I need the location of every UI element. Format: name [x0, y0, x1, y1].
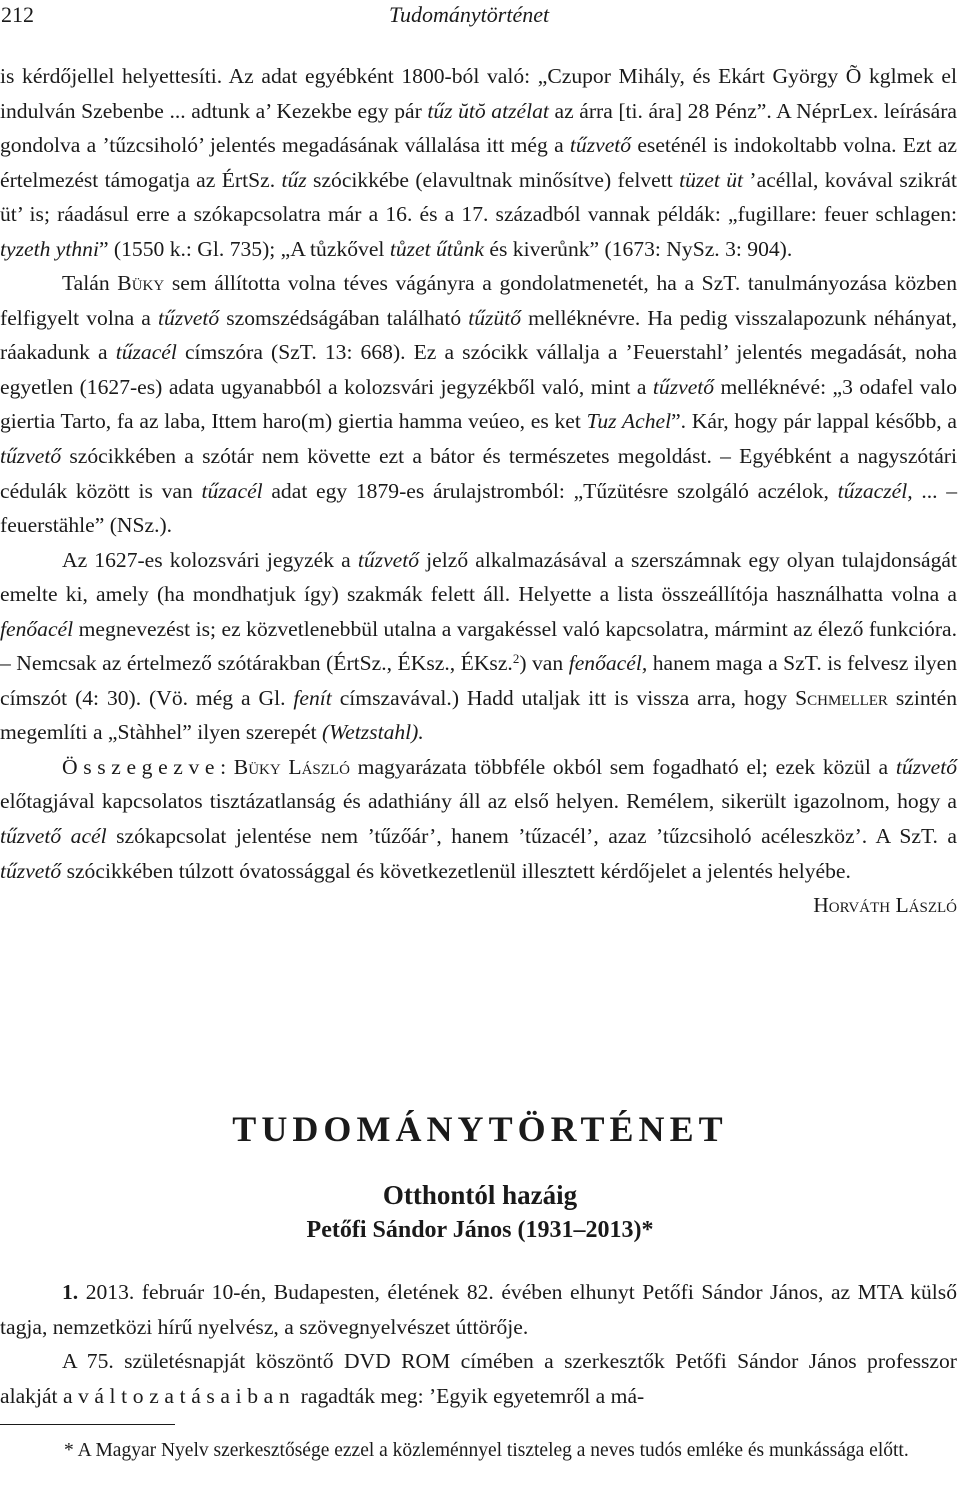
text-run: A 75. születésnapját köszöntő DVD ROM címében a szerkesztők Petőfi Sándor János professzor alakját a	[0, 1349, 957, 1408]
italic-text: tűz	[281, 167, 307, 192]
paragraph	[0, 59, 957, 266]
italic-text: fenít	[293, 685, 332, 710]
text-run: címszavával.) Hadd utaljak itt is vissza arra, hogy	[331, 685, 796, 710]
text-run: sem állította volna téves vágányra a gondolatmenetét, ha a SzT. tanulmányozása közben felfigyelt volna a	[0, 271, 958, 330]
footnote-text: A Magyar Nyelv szerkesztősége ezzel a közleménnyel tiszteleg a neves tudós emléke és munkássága előtt.	[77, 1440, 909, 1461]
italic-text: tűzacél	[201, 478, 263, 503]
footnote	[0, 1437, 957, 1464]
text-run: szócikkében túlzott óvatossággal és következetlenül illesztett kérdőjelet a jelentés helyébe.	[61, 858, 851, 883]
italic-text: fenőacél	[0, 616, 74, 641]
text-run: hanem maga a SzT. is felvesz ilyen címszót (4: 30). (Vö. még a Gl.	[0, 651, 958, 710]
text-run: szócikkébe (elavultnak minősítve) felvett	[306, 167, 680, 192]
text-run: előtagjával kapcsolatos tisztázatlanság és adathiány áll az első helyen. Remélem, sikerült igazolnom, hogy a	[0, 789, 957, 814]
author-signature	[0, 888, 957, 923]
superscript: 2	[512, 651, 520, 667]
italic-text: fenőacél,	[568, 651, 648, 676]
text-run: melléknévé: „3 odafel valo giertia Tarto, fa az laba, Ittem haro(m) giertia hamma veúeo, es ket	[0, 374, 957, 434]
summary-paragraph	[0, 750, 957, 888]
article-body	[0, 1275, 957, 1413]
paragraph	[0, 1344, 957, 1413]
italic-text: tűzvető	[895, 754, 958, 779]
text-run: jelző alkalmazásával a szerszámnak egy olyan tulajdonságát emelte ki, amely (ha mondhatjuk így) szakmák felett áll. Helyette a lista összeállítója használhatta volna a	[0, 547, 957, 607]
text-run: ’acéllal, kovával szikrát üt’ is; ráadásul erre a szókapcsolatra már a 16. és a 17. századból vannak példák: „fugillare: feuer schlagen:	[0, 167, 957, 227]
text-run: szócikkében a szótár nem követte ezt a bátor és természetes megoldást. – Egyébként a nagyszótári cédulák között is van	[0, 444, 957, 503]
italic-text: Tuz Achel	[586, 409, 672, 434]
text-run: megnevezést is; ez közvetlenebbül utalna a vargakéssel való kapcsolatra, mármint az élező funkcióra. – Nemcsak az értelmező szótárakban (ÉrtSz., ÉKsz., ÉKsz.	[0, 616, 957, 676]
italic-text: tűz ŭtŏ atzélat	[427, 98, 549, 123]
italic-text: tűzvető	[569, 133, 632, 158]
text-run: ”. Kár, hogy pár lappal később, a	[671, 409, 957, 434]
text-run: ” (1550 k.: Gl. 735); „A tůzkővel	[98, 236, 390, 261]
italic-text: tűzütő	[468, 305, 522, 330]
spaced-text: Összegezve	[62, 754, 221, 779]
text-run: ragadták meg: ’Egyik egyetemről a má-	[295, 1383, 645, 1408]
italic-text: tűzvető	[357, 547, 420, 572]
signature-name: Horváth László	[813, 893, 957, 918]
paragraph	[0, 266, 957, 542]
text-run: szintén megemlíti a „Stàhhel” ilyen szerepét	[0, 685, 958, 745]
text-run: szomszédságában található	[219, 305, 469, 330]
article-subtitle: Petőfi Sándor János (1931–2013)*	[306, 1217, 654, 1243]
article-title: Otthontól hazáig	[382, 1180, 578, 1210]
text-run: ) van	[519, 651, 569, 676]
text-run: címszóra (SzT. 13: 668). Ez a szócikk vállalja a ’Feuerstahl’ jelentés megadását, noha egyetlen (1627-es) adata ugyanabból a kolozsvári jegyzékből való, mint a	[0, 340, 957, 399]
small-caps-text: Büky	[117, 271, 165, 296]
italic-text: tůzet űtůnk	[389, 236, 484, 261]
text-run: és kiverůnk” (1673: NySz. 3: 904).	[484, 236, 793, 261]
footnote-rule	[0, 1424, 175, 1425]
text-run: :	[220, 754, 234, 779]
text-run: eseténél is indokoltabb volna. Ezt az értelmezést támogatja az ÉrtSz.	[0, 133, 957, 192]
text-run: is kérdőjellel helyettesíti. Az adat egyébként 1800-ból való: „Czupor Mihály, és Ekárt György Õ kglmek el indulván Szebenbe ... adtunk a’ Kezekbe egy pár	[0, 64, 957, 123]
italic-text: tűzvető	[0, 444, 62, 469]
italic-text: tűzaczél,	[837, 478, 913, 503]
text-run: Az 1627-es kolozsvári jegyzék a	[62, 547, 358, 572]
running-header	[0, 2, 960, 32]
italic-text: tűzvető	[0, 858, 62, 883]
running-title: Tudománytörténet	[389, 2, 550, 27]
text-run: az árra [ti. ára] 28 Pénz”. A NéprLex. leírására gondolva a ’tűzcsiholó’ jelentés megadásának vállalása itt még a	[0, 98, 957, 158]
paragraph	[0, 1275, 957, 1344]
small-caps-text: Schmeller	[795, 685, 888, 710]
italic-text: (Wetzstahl).	[321, 720, 424, 745]
article-continuation	[0, 59, 957, 923]
text-run: ... – feuerstähle” (NSz.).	[0, 478, 958, 538]
text-run: magyarázata többféle okból sem fogadható el; ezek közül a	[349, 754, 896, 779]
italic-text: tüzet üt	[679, 167, 744, 192]
italic-text: tűzvető acél	[0, 824, 107, 849]
section-heading: TUDOMÁNYTÖRTÉNET	[232, 1109, 728, 1149]
text-run: melléknévre. Ha pedig visszalapozunk néhányat, ráakadunk a	[0, 305, 957, 365]
text-run: szókapcsolat jelentése nem ’tűzőár’, hanem ’tűzacél’, azaz ’tűzcsiholó acéleszköz’. A SzT. a	[106, 824, 957, 849]
italic-text: tűzvető	[652, 374, 715, 399]
italic-text: tyzeth ythni	[0, 236, 99, 261]
bold-text: 1.	[62, 1280, 79, 1304]
italic-text: tűzvető	[157, 305, 220, 330]
text-run: Talán	[62, 271, 118, 296]
paragraph	[0, 543, 957, 750]
italic-text: tűzacél	[115, 340, 177, 365]
small-caps-text: Büky László	[233, 754, 350, 779]
spaced-text: változatásaiban	[77, 1383, 296, 1408]
text-run: 2013. február 10-én, Budapesten, életének 82. évében elhunyt Petőfi Sándor János, az MTA külső tagja, nemzetközi hírű nyelvész, a szövegnyelvészet úttörője.	[0, 1280, 957, 1339]
text-run: adat egy 1879-es árulajstromból: „Tűzütésre szolgáló aczélok,	[262, 478, 838, 503]
page-number: 212	[1, 2, 34, 27]
footnote-marker: *	[64, 1440, 74, 1461]
